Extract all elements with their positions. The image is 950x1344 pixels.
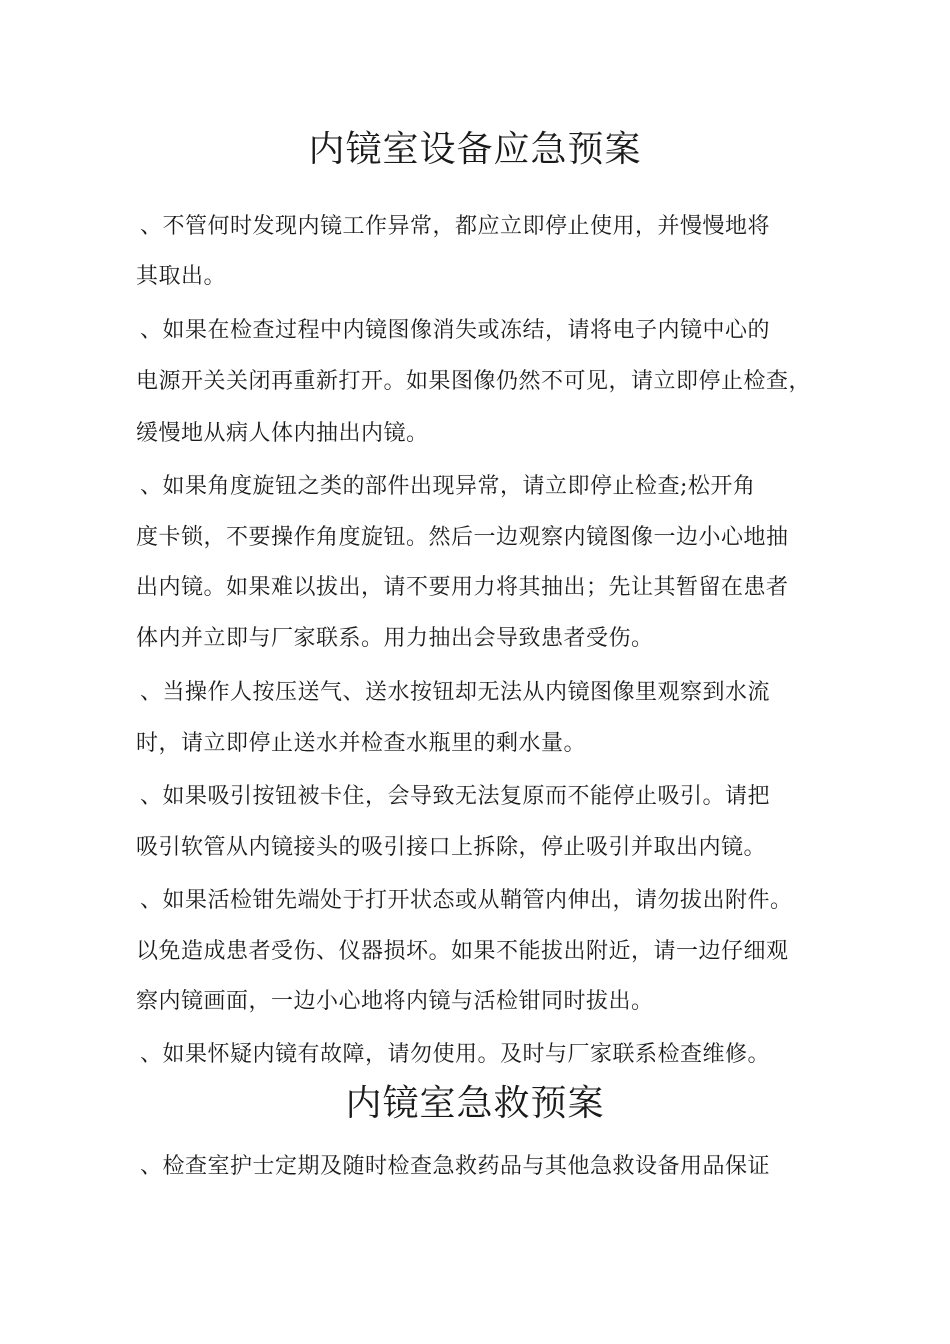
paragraph-line: 度卡锁，不要操作角度旋钮。然后一边观察内镜图像一边小心地抽 <box>136 525 789 550</box>
page-title: 内镜室设备应急预案 <box>308 129 642 170</box>
paragraph-line: 、检查室护士定期及随时检查急救药品与其他急救设备用品保证 <box>140 1154 771 1179</box>
paragraph-line: 、如果活检钳先端处于打开状态或从鞘管内伸出，请勿拔出附件。 <box>140 888 793 913</box>
paragraph-line: 吸引软管从内镜接头的吸引接口上拆除，停止吸引并取出内镜。 <box>136 835 767 860</box>
section-title: 内镜室急救预案 <box>345 1083 605 1124</box>
paragraph-line: 体内并立即与厂家联系。用力抽出会导致患者受伤。 <box>136 626 654 651</box>
paragraph-line: 、如果在检查过程中内镜图像消失或冻结，请将电子内镜中心的 <box>140 318 771 343</box>
paragraph-line: 电源开关关闭再重新打开。如果图像仍然不可见，请立即停止检查， <box>136 369 812 394</box>
paragraph-line: 、如果角度旋钮之类的部件出现异常，请立即停止检查;松开角 <box>140 474 756 499</box>
paragraph-line: 察内镜画面，一边小心地将内镜与活检钳同时拔出。 <box>136 989 654 1014</box>
paragraph-line: 其取出。 <box>136 264 227 289</box>
paragraph-line: 出内镜。如果难以拔出，请不要用力将其抽出；先让其暂留在患者 <box>136 575 789 600</box>
paragraph-line: 、不管何时发现内镜工作异常，都应立即停止使用，并慢慢地将 <box>140 214 771 239</box>
paragraph-line: 、如果怀疑内镜有故障，请勿使用。及时与厂家联系检查维修。 <box>140 1042 771 1067</box>
paragraph-line: 缓慢地从病人体内抽出内镜。 <box>136 421 429 446</box>
paragraph-line: 、当操作人按压送气、送水按钮却无法从内镜图像里观察到水流 <box>140 680 771 705</box>
paragraph-line: 、如果吸引按钮被卡住，会导致无法复原而不能停止吸引。请把 <box>140 784 771 809</box>
paragraph-line: 时，请立即停止送水并检查水瓶里的剩水量。 <box>136 731 587 756</box>
paragraph-line: 以免造成患者受伤、仪器损坏。如果不能拔出附近，请一边仔细观 <box>136 939 789 964</box>
